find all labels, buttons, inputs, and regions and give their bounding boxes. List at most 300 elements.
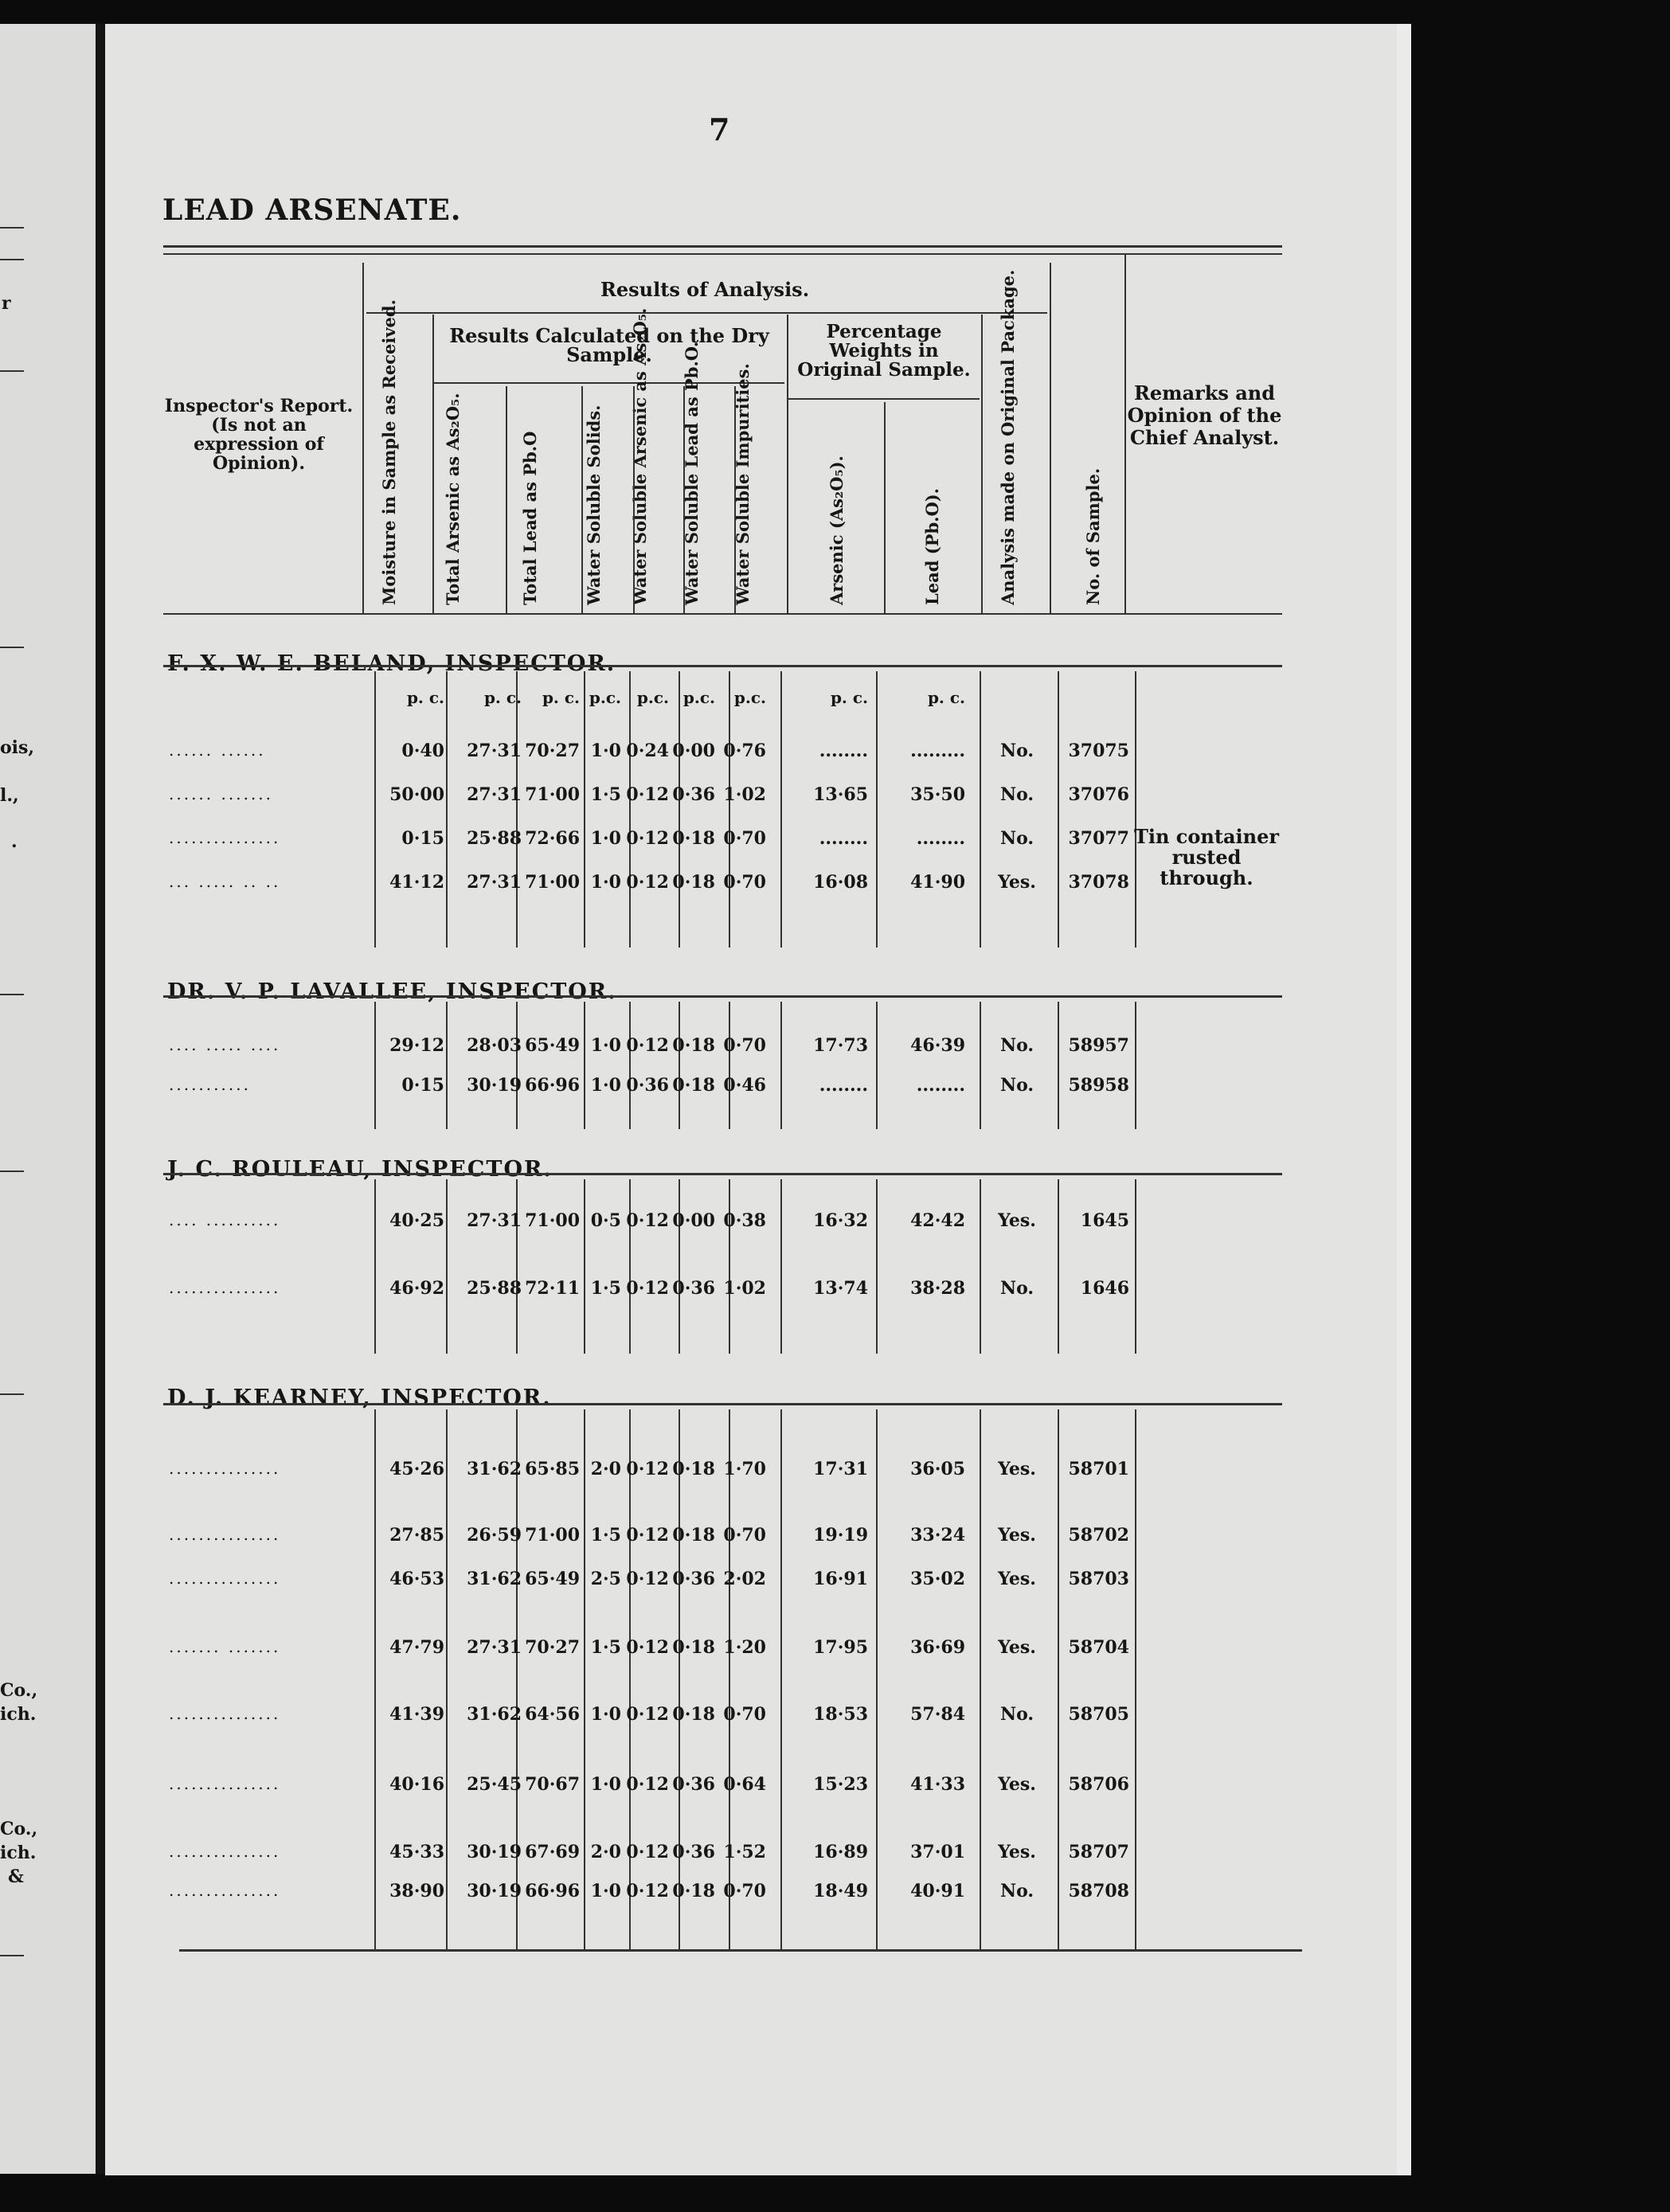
column-rule	[876, 1179, 878, 1354]
value-cell: 0·00	[672, 1210, 715, 1231]
header-rule	[366, 312, 1047, 314]
original-package-cell: No.	[999, 741, 1034, 761]
fragment-text: &	[8, 1866, 24, 1887]
value-cell: ........	[916, 1075, 965, 1096]
fragment-rule	[0, 1393, 24, 1395]
column-rule	[980, 1002, 981, 1129]
value-cell: 38·90	[389, 1881, 444, 1901]
column-rule	[876, 1409, 878, 1949]
column-rule	[516, 671, 518, 948]
column-rule	[980, 671, 981, 948]
header-calc-dry: Results Calculated on the Dry Sample.	[449, 324, 769, 366]
value-cell: 1·02	[723, 784, 766, 805]
value-cell: 66·96	[525, 1881, 580, 1901]
fragment-text: r	[2, 293, 11, 314]
original-package-cell: Yes.	[998, 1459, 1036, 1479]
value-cell: 13·74	[813, 1278, 868, 1299]
value-cell: 50·00	[389, 784, 444, 805]
inspector-report-cell: ...... .......	[169, 784, 274, 803]
original-package-cell: No.	[999, 828, 1034, 849]
value-cell: 0·18	[672, 1075, 715, 1096]
inspector-report-cell: ...... ......	[169, 741, 266, 760]
value-cell: 0·12	[626, 1459, 669, 1479]
header-column-rule	[683, 386, 685, 613]
value-cell: 0·70	[723, 1704, 766, 1725]
column-rule	[374, 1002, 376, 1129]
column-rule	[446, 671, 448, 948]
value-cell: 0·76	[723, 741, 766, 761]
value-cell: 0·18	[672, 1637, 715, 1658]
value-cell: 0·12	[626, 1842, 669, 1862]
value-cell: 41·33	[910, 1774, 965, 1795]
column-rule	[1058, 1179, 1059, 1354]
column-rule	[679, 1179, 680, 1354]
column-rule	[629, 1409, 631, 1949]
sample-number-cell: 58704	[1068, 1637, 1129, 1658]
value-cell: 0·64	[723, 1774, 766, 1795]
sample-number-cell: 58958	[1068, 1075, 1129, 1096]
value-cell: 36·69	[910, 1637, 965, 1658]
unit-label: p. c.	[830, 688, 868, 707]
page-title: LEAD ARSENATE.	[162, 193, 462, 227]
value-cell: 0·70	[723, 1525, 766, 1546]
sample-number-cell: 58701	[1068, 1459, 1129, 1479]
header-results-of-analysis: Results of Analysis.	[600, 278, 810, 301]
value-cell: 0·36	[672, 1842, 715, 1862]
inspector-report-cell: ...........	[169, 1075, 251, 1094]
value-cell: 67·69	[525, 1842, 580, 1862]
sample-number-cell: 58706	[1068, 1774, 1129, 1795]
value-cell: ........	[819, 828, 868, 849]
value-cell: 30·19	[467, 1842, 522, 1862]
column-rule	[516, 1002, 518, 1129]
fragment-rule	[0, 259, 24, 260]
value-cell: 72·11	[525, 1278, 580, 1299]
value-cell: 0·12	[626, 1035, 669, 1056]
value-cell: 70·27	[525, 1637, 580, 1658]
unit-label: p.c.	[682, 688, 715, 707]
col-header-lead: Lead (Pb.O).	[922, 488, 942, 605]
value-cell: 17·73	[813, 1035, 868, 1056]
value-cell: 13·65	[813, 784, 868, 805]
value-cell: 0·18	[672, 1525, 715, 1546]
top-rule-inner	[163, 253, 1282, 255]
header-column-rule	[787, 315, 788, 613]
value-cell: 65·49	[525, 1035, 580, 1056]
value-cell: 0·15	[401, 828, 444, 849]
value-cell: 1·5	[590, 1637, 621, 1658]
value-cell: 29·12	[389, 1035, 444, 1056]
value-cell: 47·79	[389, 1637, 444, 1658]
section-title: DR. V. P. LAVALLEE, INSPECTOR.	[167, 979, 617, 1004]
sample-number-cell: 58702	[1068, 1525, 1129, 1546]
value-cell: 18·49	[813, 1881, 868, 1901]
value-cell: 31·62	[467, 1704, 522, 1725]
value-cell: 40·91	[910, 1881, 965, 1901]
column-rule	[584, 1002, 585, 1129]
value-cell: 0·12	[626, 1704, 669, 1725]
original-package-cell: No.	[999, 1881, 1034, 1901]
value-cell: 16·32	[813, 1210, 868, 1231]
value-cell: 0·70	[723, 1881, 766, 1901]
value-cell: 0·00	[672, 741, 715, 761]
col-header-total-lead: Total Lead as Pb.O	[520, 431, 540, 605]
value-cell: 31·62	[467, 1569, 522, 1589]
inspector-report-cell: ...............	[169, 828, 281, 847]
original-package-cell: No.	[999, 1704, 1034, 1725]
inspector-report-cell: ...............	[169, 1278, 281, 1297]
value-cell: 41·12	[389, 872, 444, 893]
header-column-rule	[734, 386, 736, 613]
value-cell: 31·62	[467, 1459, 522, 1479]
original-package-cell: Yes.	[998, 872, 1036, 893]
col-header-total-arsenic: Total Arsenic as As₂O₅.	[443, 393, 463, 605]
original-package-cell: No.	[999, 784, 1034, 805]
value-cell: 28·03	[467, 1035, 522, 1056]
column-rule	[446, 1179, 448, 1354]
column-rule	[729, 671, 730, 948]
column-rule	[679, 1409, 680, 1949]
value-cell: 0·18	[672, 828, 715, 849]
value-cell: 65·85	[525, 1459, 580, 1479]
value-cell: 46·53	[389, 1569, 444, 1589]
column-rule	[446, 1409, 448, 1949]
section-rule	[163, 1403, 1282, 1405]
column-rule	[780, 1002, 782, 1129]
column-rule	[679, 1002, 680, 1129]
value-cell: 1·0	[590, 872, 621, 893]
sample-number-cell: 37076	[1068, 784, 1129, 805]
value-cell: 1·0	[590, 1035, 621, 1056]
value-cell: 0·36	[672, 1569, 715, 1589]
value-cell: 1·02	[723, 1278, 766, 1299]
fragment-rule	[0, 994, 24, 995]
column-rule	[516, 1409, 518, 1949]
column-rule	[780, 1179, 782, 1354]
column-rule	[584, 671, 585, 948]
unit-label: p. c.	[483, 688, 522, 707]
value-cell: 45·33	[389, 1842, 444, 1862]
page-edge	[1397, 24, 1411, 2175]
sample-number-cell: 58708	[1068, 1881, 1129, 1901]
column-rule	[876, 1002, 878, 1129]
column-rule	[1135, 1002, 1136, 1129]
value-cell: 66·96	[525, 1075, 580, 1096]
original-package-cell: Yes.	[998, 1637, 1036, 1658]
value-cell: 0·12	[626, 1881, 669, 1901]
remark-cell: Tin container rusted through.	[1134, 825, 1279, 889]
column-rule	[374, 1409, 376, 1949]
column-rule	[980, 1179, 981, 1354]
value-cell: 1·0	[590, 1704, 621, 1725]
value-cell: 71·00	[525, 872, 580, 893]
value-cell: 70·67	[525, 1774, 580, 1795]
header-inspector-report: Inspector's Report. (Is not an expression of Opinion).	[164, 396, 354, 474]
value-cell: 71·00	[525, 1525, 580, 1546]
unit-label: p.c.	[589, 688, 621, 707]
value-cell: 0·46	[723, 1075, 766, 1096]
value-cell: 27·31	[467, 784, 522, 805]
value-cell: 27·85	[389, 1525, 444, 1546]
value-cell: 70·27	[525, 741, 580, 761]
column-rule	[1135, 671, 1136, 948]
header-column-rule	[581, 386, 583, 613]
value-cell: 17·95	[813, 1637, 868, 1658]
fragment-text: Co.,	[0, 1680, 38, 1701]
sample-number-cell: 58707	[1068, 1842, 1129, 1862]
col-header-moisture: Moisture in Sample as Received.	[379, 299, 399, 605]
column-rule	[374, 1179, 376, 1354]
original-package-cell: Yes.	[998, 1525, 1036, 1546]
column-rule	[629, 1179, 631, 1354]
inspector-report-cell: ...............	[169, 1881, 281, 1900]
value-cell: 17·31	[813, 1459, 868, 1479]
col-header-water-impurities: Water Soluble Impurities.	[733, 363, 753, 605]
fragment-rule	[0, 1170, 24, 1172]
value-cell: 0·18	[672, 1035, 715, 1056]
fragment-rule	[0, 227, 24, 229]
original-package-cell: No.	[999, 1278, 1034, 1299]
value-cell: 46·39	[910, 1035, 965, 1056]
value-cell: 0·18	[672, 1459, 715, 1479]
inspector-report-cell: ...............	[169, 1459, 281, 1478]
column-rule	[679, 671, 680, 948]
value-cell: 0·38	[723, 1210, 766, 1231]
column-rule	[1135, 1409, 1136, 1949]
value-cell: 57·84	[910, 1704, 965, 1725]
value-cell: 35·50	[910, 784, 965, 805]
header-column-rule	[981, 315, 983, 613]
header-rule	[788, 398, 980, 400]
value-cell: 0·24	[626, 741, 669, 761]
value-cell: 18·53	[813, 1704, 868, 1725]
value-cell: 1·0	[590, 1075, 621, 1096]
column-rule	[876, 671, 878, 948]
section-title: F. X. W. E. BELAND, INSPECTOR.	[167, 651, 616, 676]
value-cell: 64·56	[525, 1704, 580, 1725]
value-cell: 0·36	[672, 1278, 715, 1299]
column-rule	[446, 1002, 448, 1129]
value-cell: 0·12	[626, 1278, 669, 1299]
header-column-rule	[633, 386, 635, 613]
value-cell: 30·19	[467, 1881, 522, 1901]
value-cell: 0·12	[626, 872, 669, 893]
value-cell: 27·31	[467, 741, 522, 761]
value-cell: 41·39	[389, 1704, 444, 1725]
column-rule	[584, 1179, 585, 1354]
fragment-text: .	[11, 831, 18, 852]
inspector-report-cell: ....... .......	[169, 1637, 281, 1656]
column-rule	[729, 1002, 730, 1129]
header-rule	[434, 382, 784, 384]
value-cell: 1·0	[590, 828, 621, 849]
inspector-report-cell: ...............	[169, 1842, 281, 1861]
value-cell: 0·70	[723, 828, 766, 849]
value-cell: 15·23	[813, 1774, 868, 1795]
header-column-rule	[506, 386, 507, 613]
header-pct-weights: Percentage Weights in Original Sample.	[797, 321, 971, 381]
value-cell: 33·24	[910, 1525, 965, 1546]
header-column-rule	[432, 315, 434, 613]
value-cell: 0·18	[672, 1704, 715, 1725]
column-rule	[980, 1409, 981, 1949]
section-rule	[163, 1173, 1282, 1175]
value-cell: 45·26	[389, 1459, 444, 1479]
value-cell: 2·0	[590, 1459, 621, 1479]
value-cell: 0·12	[626, 1210, 669, 1231]
value-cell: 38·28	[910, 1278, 965, 1299]
inspector-report-cell: ...............	[169, 1525, 281, 1544]
column-rule	[729, 1179, 730, 1354]
value-cell: ........	[819, 1075, 868, 1096]
sample-number-cell: 1645	[1080, 1210, 1129, 1231]
section-rule	[163, 995, 1282, 998]
value-cell: 0·40	[401, 741, 444, 761]
inspector-report-cell: ...............	[169, 1569, 281, 1588]
sample-number-cell: 58957	[1068, 1035, 1129, 1056]
value-cell: 19·19	[813, 1525, 868, 1546]
value-cell: 35·02	[910, 1569, 965, 1589]
header-column-rule	[884, 402, 886, 613]
section-rule	[163, 665, 1282, 667]
value-cell: 0·36	[626, 1075, 669, 1096]
value-cell: 0·12	[626, 1525, 669, 1546]
top-rule	[163, 245, 1282, 248]
inspector-report-cell: .... ..... ....	[169, 1035, 281, 1054]
inspector-report-cell: ... ..... .. ..	[169, 872, 281, 891]
original-package-cell: Yes.	[998, 1569, 1036, 1589]
value-cell: 27·31	[467, 872, 522, 893]
value-cell: 72·66	[525, 828, 580, 849]
fragment-text: Co.,	[0, 1819, 38, 1839]
column-rule	[629, 1002, 631, 1129]
value-cell: 16·08	[813, 872, 868, 893]
value-cell: 16·89	[813, 1842, 868, 1862]
value-cell: 0·12	[626, 784, 669, 805]
value-cell: 40·25	[389, 1210, 444, 1231]
inspector-report-cell: ...............	[169, 1704, 281, 1723]
value-cell: 0·70	[723, 872, 766, 893]
column-rule	[516, 1179, 518, 1354]
value-cell: 25·45	[467, 1774, 522, 1795]
value-cell: 0·36	[672, 1774, 715, 1795]
unit-label: p. c.	[406, 688, 444, 707]
value-cell: 1·0	[590, 1774, 621, 1795]
value-cell: 27·31	[467, 1637, 522, 1658]
unit-label: p.c.	[636, 688, 669, 707]
sample-number-cell: 37077	[1068, 828, 1129, 849]
unit-label: p. c.	[542, 688, 580, 707]
column-rule	[629, 671, 631, 948]
original-package-cell: No.	[999, 1035, 1034, 1056]
header-column-rule	[1124, 255, 1126, 613]
fragment-rule	[0, 1955, 24, 1956]
header-column-rule	[362, 263, 364, 613]
col-header-sample-no: No. of Sample.	[1083, 467, 1103, 605]
value-cell: 1·20	[723, 1637, 766, 1658]
column-rule	[1058, 1409, 1059, 1949]
column-rule	[780, 671, 782, 948]
value-cell: 40·16	[389, 1774, 444, 1795]
column-rule	[780, 1409, 782, 1949]
value-cell: 0·18	[672, 872, 715, 893]
value-cell: 37·01	[910, 1842, 965, 1862]
column-rule	[584, 1409, 585, 1949]
unit-label: p.c.	[733, 688, 766, 707]
value-cell: 2·02	[723, 1569, 766, 1589]
section-title: J. C. ROULEAU, INSPECTOR.	[167, 1157, 553, 1182]
section-title: D. J. KEARNEY, INSPECTOR.	[167, 1385, 552, 1410]
value-cell: 27·31	[467, 1210, 522, 1231]
value-cell: ........	[819, 741, 868, 761]
col-header-water-lead: Water Soluble Lead as Pb.O.	[682, 341, 702, 605]
value-cell: 2·5	[590, 1569, 621, 1589]
value-cell: 0·12	[626, 1774, 669, 1795]
header-column-rule	[1050, 263, 1051, 613]
col-header-arsenic: Arsenic (As₂O₅).	[827, 455, 847, 605]
column-rule	[1058, 671, 1059, 948]
value-cell: 25·88	[467, 1278, 522, 1299]
value-cell: 0·5	[590, 1210, 621, 1231]
value-cell: 16·91	[813, 1569, 868, 1589]
fragment-rule	[0, 370, 24, 372]
column-rule	[1135, 1179, 1136, 1354]
sample-number-cell: 37075	[1068, 741, 1129, 761]
value-cell: 2·0	[590, 1842, 621, 1862]
unit-label: p. c.	[927, 688, 965, 707]
value-cell: 0·15	[401, 1075, 444, 1096]
value-cell: 65·49	[525, 1569, 580, 1589]
value-cell: 42·42	[910, 1210, 965, 1231]
value-cell: 46·92	[389, 1278, 444, 1299]
value-cell: 71·00	[525, 784, 580, 805]
sample-number-cell: 58703	[1068, 1569, 1129, 1589]
value-cell: ........	[916, 828, 965, 849]
value-cell: 26·59	[467, 1525, 522, 1546]
value-cell: 1·5	[590, 1278, 621, 1299]
value-cell: 1·0	[590, 1881, 621, 1901]
value-cell: 71·00	[525, 1210, 580, 1231]
value-cell: 1·5	[590, 784, 621, 805]
value-cell: 1·70	[723, 1459, 766, 1479]
fragment-text: ich.	[0, 1704, 37, 1725]
value-cell: 30·19	[467, 1075, 522, 1096]
value-cell: 41·90	[910, 872, 965, 893]
column-rule	[729, 1409, 730, 1949]
original-package-cell: Yes.	[998, 1210, 1036, 1231]
fragment-text: l.,	[0, 785, 19, 806]
value-cell: 0·12	[626, 828, 669, 849]
bottom-rule	[179, 1949, 1302, 1952]
value-cell: 1·0	[590, 741, 621, 761]
value-cell: 0·36	[672, 784, 715, 805]
inspector-report-cell: .... ..........	[169, 1210, 281, 1229]
value-cell: 36·05	[910, 1459, 965, 1479]
sample-number-cell: 58705	[1068, 1704, 1129, 1725]
column-rule	[1058, 1002, 1059, 1129]
value-cell: 0·12	[626, 1637, 669, 1658]
original-package-cell: Yes.	[998, 1774, 1036, 1795]
col-header-water-arsenic: Water Soluble Arsenic as As₂O₅.	[630, 307, 650, 605]
sample-number-cell: 37078	[1068, 872, 1129, 893]
sample-number-cell: 1646	[1080, 1278, 1129, 1299]
inspector-report-cell: ...............	[169, 1774, 281, 1793]
fragment-text: ois,	[0, 737, 35, 758]
header-remarks: Remarks and Opinion of the Chief Analyst.	[1127, 381, 1282, 449]
fragment-text: ich.	[0, 1843, 37, 1863]
value-cell: 0·18	[672, 1881, 715, 1901]
value-cell: 0·70	[723, 1035, 766, 1056]
